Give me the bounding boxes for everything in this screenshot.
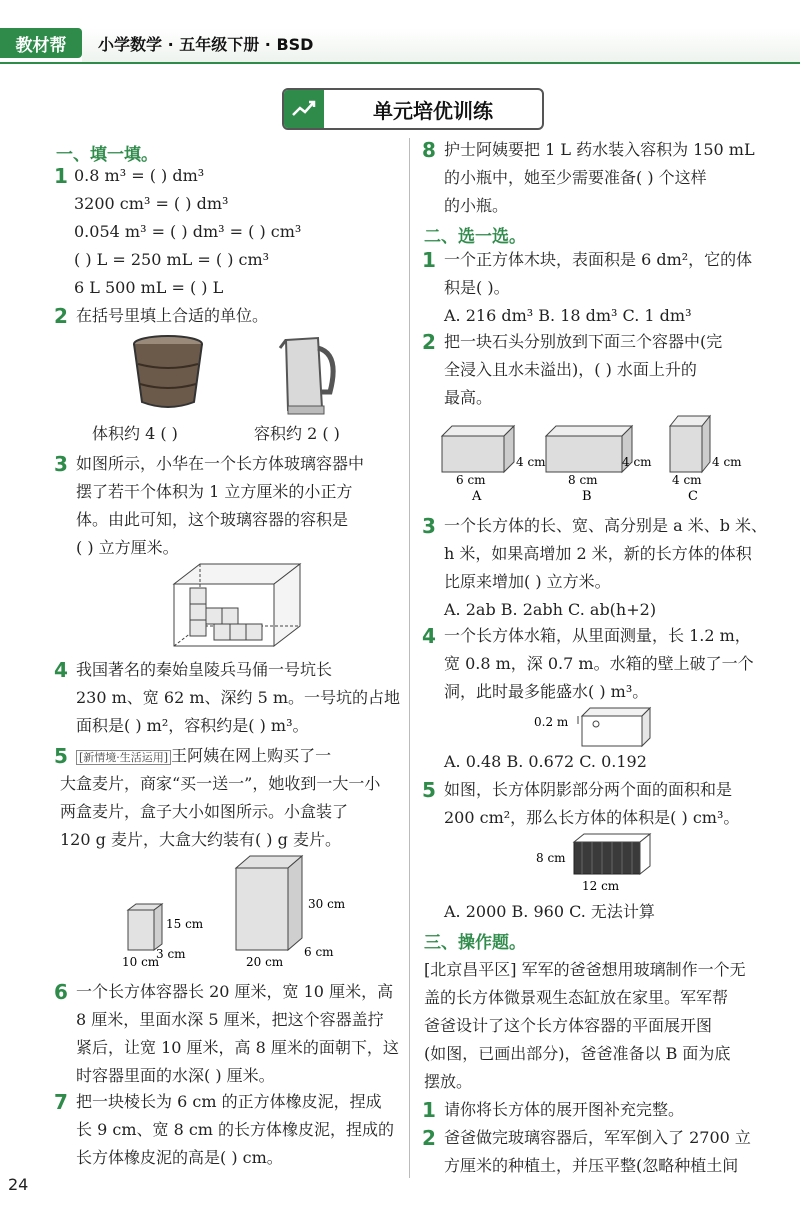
container-a-height: 4 cm <box>516 455 546 469</box>
cereal-boxes-diagram <box>110 852 360 974</box>
unit-title: 单元培优训练 <box>373 98 493 123</box>
question-number: 5 <box>422 778 436 802</box>
q6-line: 时容器里面的水深( ) 厘米。 <box>76 1066 275 1085</box>
header-divider <box>0 62 800 64</box>
q4-line: 230 m、宽 62 m、深约 5 m。一号坑的占地 <box>76 688 401 707</box>
q5-line: 两盒麦片，盒子大小如图所示。小盒装了 <box>60 802 349 821</box>
q6-line: 紧后，让宽 10 厘米，高 8 厘米的面朝下，这 <box>76 1038 399 1057</box>
q1-line: 0.8 m³ = ( ) dm³ <box>74 166 205 185</box>
page-number: 24 <box>8 1175 29 1194</box>
context-tag: [新情境·生活运用] <box>76 750 171 765</box>
question-number: 6 <box>54 980 68 1004</box>
cuboid-height-label: 8 cm <box>536 851 566 865</box>
glass-container-diagram <box>170 560 306 650</box>
container-c-label: C <box>688 489 698 504</box>
container-a-width: 6 cm <box>456 473 486 487</box>
question-number: 2 <box>422 1126 436 1150</box>
q7-line: 长 9 cm、宽 8 cm 的长方体橡皮泥，捏成的 <box>76 1120 395 1139</box>
c1-line: 积是( )。 <box>444 278 510 297</box>
question-number: 2 <box>422 330 436 354</box>
c5-line: 如图，长方体阴影部分两个面的面积和是 <box>444 780 733 799</box>
container-c-height: 4 cm <box>712 455 742 469</box>
small-box-width: 10 cm <box>122 955 160 969</box>
big-box-height: 30 cm <box>308 897 346 911</box>
q3-line: 摆了若干个体积为 1 立方厘米的小正方 <box>76 482 353 501</box>
shaded-cuboid-diagram <box>534 830 664 894</box>
c4-options: A. 0.48 B. 0.672 C. 0.192 <box>444 752 647 771</box>
question-number: 8 <box>422 138 436 162</box>
q8-line: 的小瓶。 <box>444 196 509 215</box>
bucket-image <box>128 334 208 414</box>
q2-text: 在括号里填上合适的单位。 <box>76 306 269 325</box>
big-box <box>236 856 302 950</box>
q3-line: 如图所示，小华在一个长方体玻璃容器中 <box>76 454 365 473</box>
three-containers-diagram <box>436 414 770 506</box>
container-c <box>670 416 710 472</box>
op-line: (如图，已画出部分)，爸爸准备以 B 面为底 <box>424 1044 731 1063</box>
cuboid-length-label: 12 cm <box>582 879 620 893</box>
q8-line: 护士阿姨要把 1 L 药水装入容积为 150 mL <box>444 140 755 159</box>
trend-chart-icon <box>284 90 324 128</box>
big-box-width: 20 cm <box>246 955 284 969</box>
q1-line: ( ) L = 250 mL = ( ) cm³ <box>74 250 270 269</box>
container-b-height: 4 cm <box>622 455 652 469</box>
question-number: 1 <box>54 164 68 188</box>
hole-height-label: 0.2 m <box>534 715 569 729</box>
c1-options: A. 216 dm³ B. 18 dm³ C. 1 dm³ <box>444 306 692 325</box>
o2-line: 爸爸做完玻璃容器后，军军倒入了 2700 立 <box>444 1128 751 1147</box>
c5-line: 200 cm²，那么长方体的体积是( ) cm³。 <box>444 808 740 827</box>
question-number: 1 <box>422 1098 436 1122</box>
small-box-height: 15 cm <box>166 917 204 931</box>
section-operation: 三、操作题。 <box>424 933 526 953</box>
question-number: 5 <box>54 744 68 768</box>
c2-line: 把一块石头分别放到下面三个容器中(完 <box>444 332 723 351</box>
question-number: 7 <box>54 1090 68 1114</box>
c1-line: 一个正方体木块，表面积是 6 dm²，它的体 <box>444 250 753 269</box>
op-line: [北京昌平区] 军军的爸爸想用玻璃制作一个无 <box>424 960 746 979</box>
bucket-caption: 体积约 4 ( ) <box>92 424 178 443</box>
q1-line: 0.054 m³ = ( ) dm³ = ( ) cm³ <box>74 222 302 241</box>
c4-line: 宽 0.8 m，深 0.7 m。水箱的壁上破了一个 <box>444 654 754 673</box>
container-a <box>442 426 514 472</box>
big-box-depth: 6 cm <box>304 945 334 959</box>
kettle-image <box>278 330 344 416</box>
o1-text: 请你将长方体的展开图补充完整。 <box>444 1100 685 1119</box>
question-number: 2 <box>54 304 68 328</box>
c3-line: 比原来增加( ) 立方米。 <box>444 572 611 591</box>
c3-line: 一个长方体的长、宽、高分别是 a 米、b 米、 <box>444 516 768 535</box>
c3-line: h 米，如果高增加 2 米，新的长方体的体积 <box>444 544 752 563</box>
q6-line: 8 厘米，里面水深 5 厘米，把这个容器盖拧 <box>76 1010 384 1029</box>
q8-line: 的小瓶中，她至少需要准备( ) 个这样 <box>444 168 707 187</box>
book-brand-tag: 教材帮 <box>0 28 82 58</box>
q5-line-1: [新情境·生活运用] 王阿姨在网上购买了一 <box>76 742 331 772</box>
container-b-label: B <box>582 489 592 504</box>
question-number: 3 <box>422 514 436 538</box>
q5-line: 120 g 麦片，大盒大约装有( ) g 麦片。 <box>60 830 341 849</box>
question-number: 3 <box>54 452 68 476</box>
o2-line: 方厘米的种植土，并压平整(忽略种植土间 <box>444 1156 739 1175</box>
q1-line: 6 L 500 mL = ( ) L <box>74 278 224 297</box>
op-line: 爸爸设计了这个长方体容器的平面展开图 <box>424 1016 713 1035</box>
question-number: 4 <box>422 624 436 648</box>
water-tank-diagram <box>532 704 652 750</box>
container-b-width: 8 cm <box>568 473 598 487</box>
kettle-caption: 容积约 2 ( ) <box>254 424 340 443</box>
q5-line: 大盒麦片，商家“买一送一”，她收到一大一小 <box>60 774 381 793</box>
c2-line: 全浸入且水未溢出)，( ) 水面上升的 <box>444 360 697 379</box>
q1-line: 3200 cm³ = ( ) dm³ <box>74 194 229 213</box>
container-c-width: 4 cm <box>672 473 702 487</box>
q4-line: 我国著名的秦始皇陵兵马俑一号坑长 <box>76 660 333 679</box>
section-fill-blank: 一、填一填。 <box>56 145 158 165</box>
q3-line: ( ) 立方厘米。 <box>76 538 179 557</box>
book-title: 小学数学 · 五年级下册 · BSD <box>98 35 314 54</box>
container-b <box>546 426 632 472</box>
c3-options: A. 2ab B. 2abh C. ab(h+2) <box>444 600 657 619</box>
unit-banner <box>282 88 544 130</box>
q6-line: 一个长方体容器长 20 厘米，宽 10 厘米，高 <box>76 982 394 1001</box>
op-line: 摆放。 <box>424 1072 473 1091</box>
small-box <box>128 904 162 950</box>
c5-options: A. 2000 B. 960 C. 无法计算 <box>444 902 655 921</box>
q3-line: 体。由此可知，这个玻璃容器的容积是 <box>76 510 349 529</box>
c2-line: 最高。 <box>444 388 493 407</box>
c4-line: 洞，此时最多能盛水( ) m³。 <box>444 682 649 701</box>
q7-line: 长方体橡皮泥的高是( ) cm。 <box>76 1148 283 1167</box>
column-divider <box>409 138 410 1178</box>
op-line: 盖的长方体微景观生态缸放在家里。军军帮 <box>424 988 729 1007</box>
question-number: 1 <box>422 248 436 272</box>
small-box-depth: 3 cm <box>156 947 186 961</box>
container-a-label: A <box>472 489 482 504</box>
c4-line: 一个长方体水箱，从里面测量，长 1.2 m， <box>444 626 751 645</box>
section-multiple-choice: 二、选一选。 <box>424 227 526 247</box>
q7-line: 把一块棱长为 6 cm 的正方体橡皮泥，捏成 <box>76 1092 382 1111</box>
question-number: 4 <box>54 658 68 682</box>
q4-line: 面积是( ) m²，容积约是( ) m³。 <box>76 716 309 735</box>
